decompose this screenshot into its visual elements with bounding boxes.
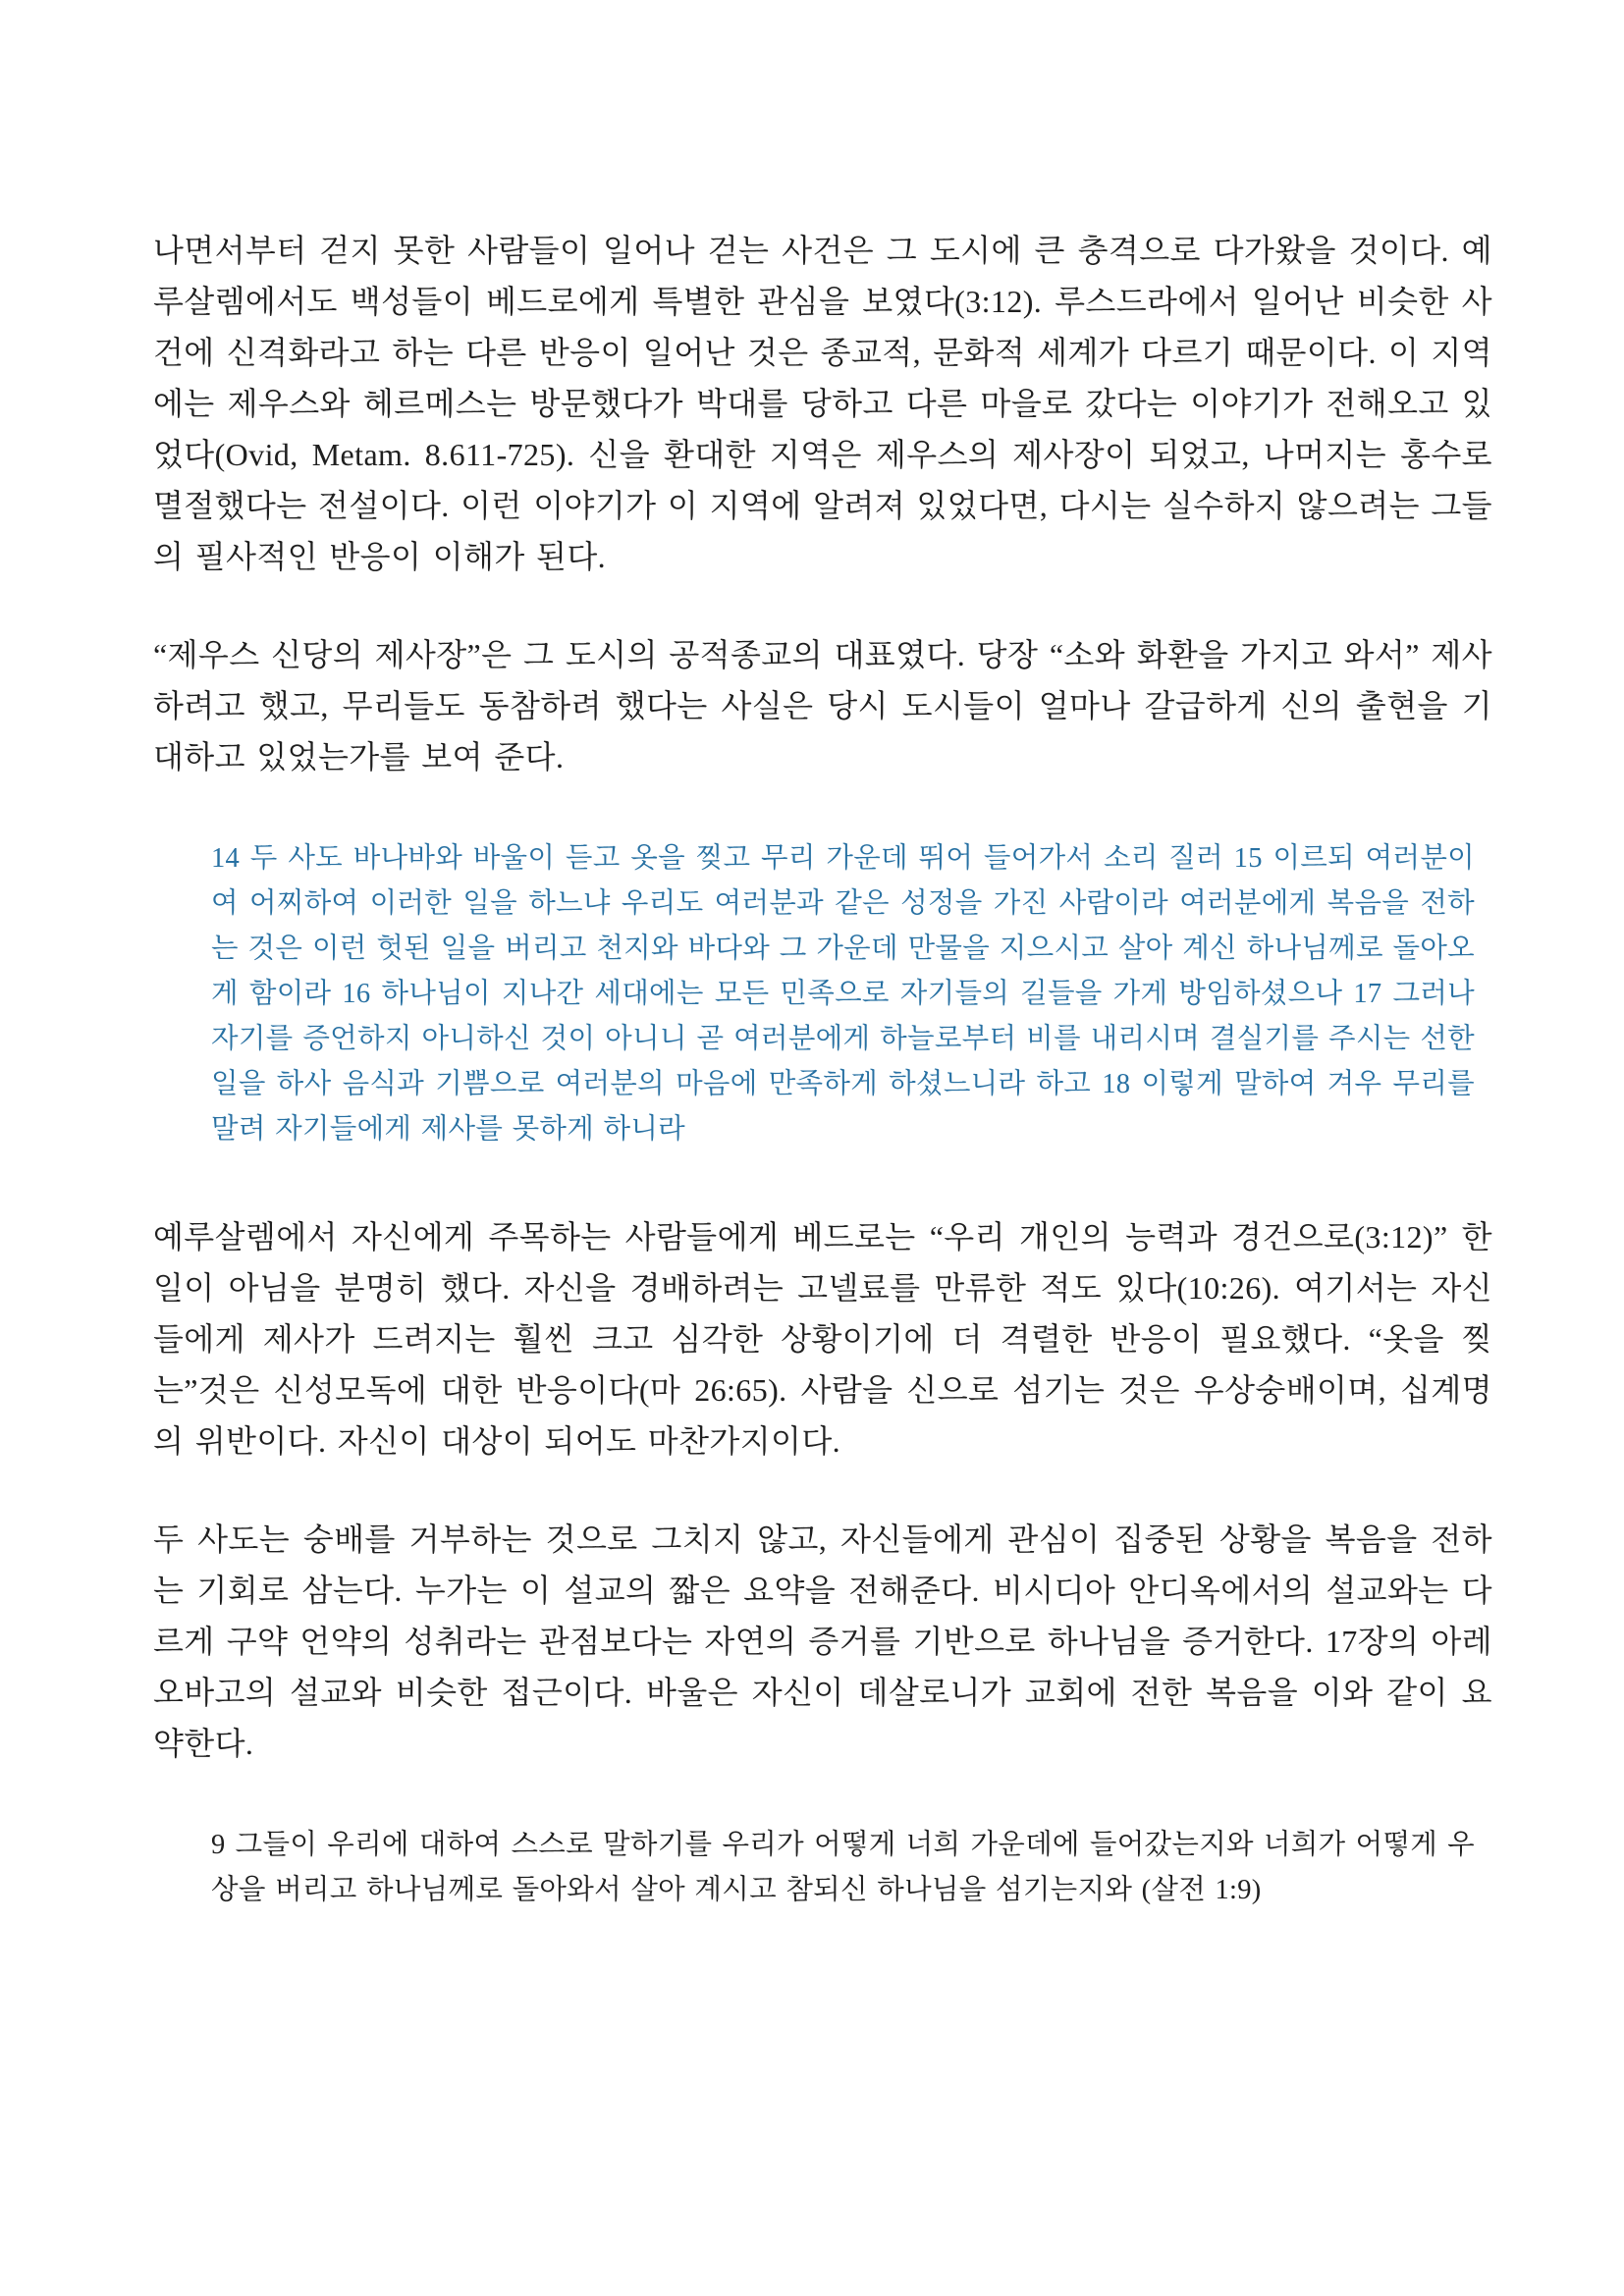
body-paragraph-2: “제우스 신당의 제사장”은 그 도시의 공적종교의 대표였다. 당장 “소와 화환을 가지고 와서” 제사하려고 했고, 무리들도 동참하려 했다는 사실은 당시 도시들이 얼마나 갈급하게 신의 출현을 기대하고 있었는가를 보여 준다.: [153, 637, 1492, 774]
body-paragraph-3: 예루살렘에서 자신에게 주목하는 사람들에게 베드로는 “우리 개인의 능력과 경건으로(3:12)” 한 일이 아님을 분명히 했다. 자신을 경배하려는 고넬료를 만류한 적도 있다(10:26). 여기서는 자신들에게 제사가 드려지는 훨씬 크고 심각한 상황이기에 더 격렬한 반응이 필요했다. “옷을 찢는”것은 신성모독에 대한 반응이다(마 26:65). 사람을 신으로 섬기는 것은 우상숭배이며, 십계명의 위반이다. 자신이 대상이 되어도 마찬가지이다.: [153, 1219, 1492, 1459]
body-paragraph-4: 두 사도는 숭배를 거부하는 것으로 그치지 않고, 자신들에게 관심이 집중된 상황을 복음을 전하는 기회로 삼는다. 누가는 이 설교의 짧은 요약을 전해준다. 비시디아 안디옥에서의 설교와는 다르게 구약 언약의 성취라는 관점보다는 자연의 증거를 기반으로 하나님을 증거한다. 17장의 아레오바고의 설교와 비슷한 접근이다. 바울은 자신이 데살로니가 교회에 전한 복음을 이와 같이 요약한다.: [153, 1522, 1492, 1761]
scripture-quote-1thess-1-9: 9 그들이 우리에 대하여 스스로 말하기를 우리가 어떻게 너희 가운데에 들어갔는지와 너희가 어떻게 우상을 버리고 하나님께로 돌아와서 살아 계시고 참되신 하나님을 섬기는지와 (살전 1:9): [211, 1830, 1475, 1905]
body-paragraph-1: 나면서부터 걷지 못한 사람들이 일어나 걷는 사건은 그 도시에 큰 충격으로 다가왔을 것이다. 예루살렘에서도 백성들이 베드로에게 특별한 관심을 보였다(3:12). 루스드라에서 일어난 비슷한 사건에 신격화라고 하는 다른 반응이 일어난 것은 종교적, 문화적 세계가 다르기 때문이다. 이 지역에는 제우스와 헤르메스는 방문했다가 박대를 당하고 다른 마을로 갔다는 이야기가 전해오고 있었다(Ovid, Metam. 8.611-725). 신을 환대한 지역은 제우스의 제사장이 되었고, 나머지는 홍수로 멸절했다는 전설이다. 이런 이야기가 이 지역에 알려져 있었다면, 다시는 실수하지 않으려는 그들의 필사적인 반응이 이해가 된다.: [153, 233, 1492, 574]
scripture-quote-acts-14-14-18: 14 두 사도 바나바와 바울이 듣고 옷을 찢고 무리 가운데 뛰어 들어가서 소리 질러 15 이르되 여러분이여 어찌하여 이러한 일을 하느냐 우리도 여러분과 같은 성정을 가진 사람이라 여러분에게 복음을 전하는 것은 이런 헛된 일을 버리고 천지와 바다와 그 가운데 만물을 지으시고 살아 계신 하나님께로 돌아오게 함이라 16 하나님이 지나간 세대에는 모든 민족으로 자기들의 길들을 가게 방임하셨으나 17 그러나 자기를 증언하지 아니하신 것이 아니니 곧 여러분에게 하늘로부터 비를 내리시며 결실기를 주시는 선한 일을 하사 음식과 기쁨으로 여러분의 마음에 만족하게 하셨느니라 하고 18 이렇게 말하여 겨우 무리를 말려 자기들에게 제사를 못하게 하니라: [211, 843, 1475, 1145]
